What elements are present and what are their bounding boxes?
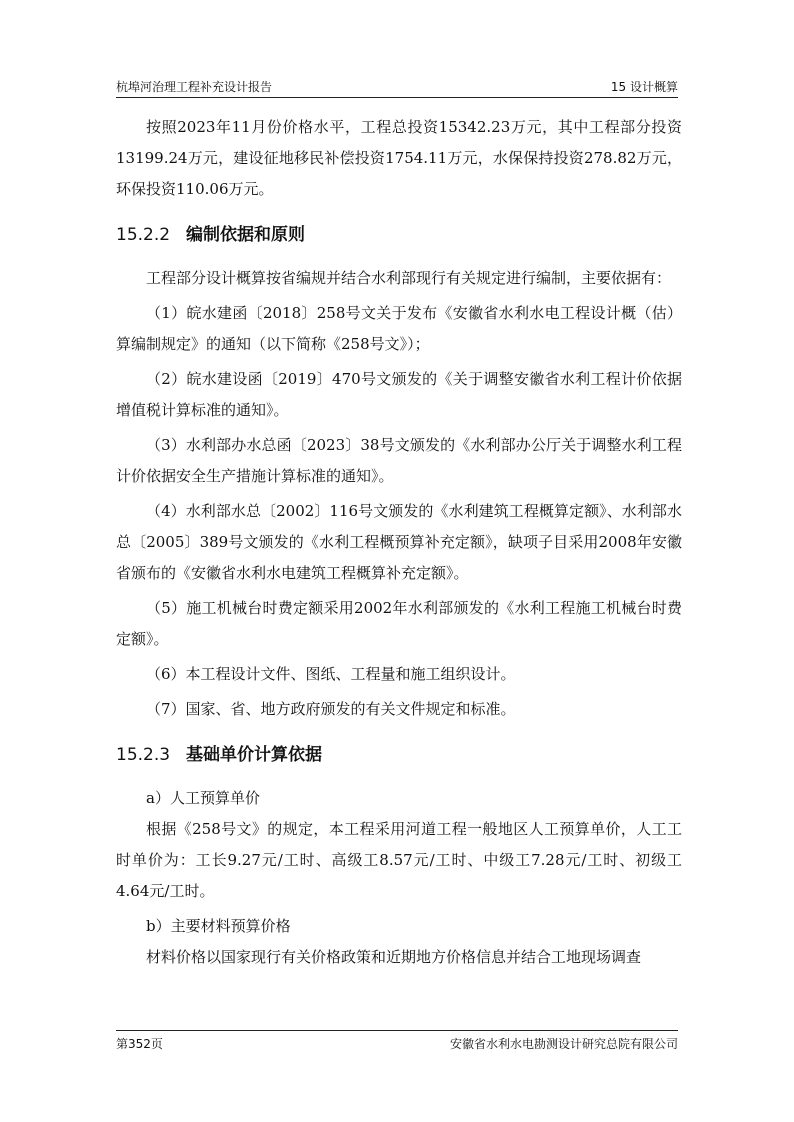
basis-item-2: （2）皖水建设函〔2019〕470号文颁发的《关于调整安徽省水利工程计价依据增值税计算标准的通知》。 xyxy=(116,370,682,419)
basis-item-7: （7）国家、省、地方政府颁发的有关文件规定和标准。 xyxy=(146,700,516,718)
page-content xyxy=(116,112,682,973)
basis-item-3: （3）水利部办水总函〔2023〕38号文颁发的《水利部办公厅关于调整水利工程计价依据安全生产措施计算标准的通知》。 xyxy=(116,436,682,485)
basis-item-1: （1）皖水建函〔2018〕258号文关于发布《安徽省水利水电工程设计概（估）算编制规定》的通知（以下简称《258号文》）； xyxy=(116,304,682,353)
labor-price-paragraph: 根据《258号文》的规定，本工程采用河道工程一般地区人工预算单价，人工工时单价为：工长9.27元/工时、高级工8.57元/工时、中级工7.28元/工时、初级工4.64元/工时。 xyxy=(116,820,683,900)
section-title: 基础单价计算依据 xyxy=(186,745,322,765)
header-rule xyxy=(116,97,678,98)
basis-item-5: （5）施工机械台时费定额采用2002年水利部颁发的《水利工程施工机械台时费定额》。 xyxy=(116,599,682,648)
intro-paragraph: 按照2023年11月份价格水平，工程总投资15342.23万元，其中工程部分投资13199.24万元，建设征地移民补偿投资1754.11万元，水保保持投资278.82万元，环保投资110.06万元。 xyxy=(116,118,682,198)
chapter-label: 15 设计概算 xyxy=(610,80,678,94)
page-header xyxy=(116,76,678,98)
basis-lead-paragraph: 工程部分设计概算按省编规并结合水利部现行有关规定进行编制，主要依据有： xyxy=(146,269,672,287)
subheading-material-price: b）主要材料预算价格 xyxy=(146,917,291,935)
section-heading-basis xyxy=(116,219,682,251)
subheading-labor-price: a）人工预算单价 xyxy=(146,789,260,807)
organization-name: 安徽省水利水电勘测设计研究总院有限公司 xyxy=(449,1037,678,1051)
report-title: 杭埠河治理工程补充设计报告 xyxy=(116,80,273,94)
material-price-paragraph: 材料价格以国家现行有关价格政策和近期地方价格信息并结合工地现场调查 xyxy=(146,948,642,966)
page-number: 第352页 xyxy=(116,1037,163,1051)
page-footer xyxy=(116,1030,678,1052)
section-number: 15.2.3 xyxy=(116,745,171,765)
section-number: 15.2.2 xyxy=(116,225,171,245)
section-heading-unit-price xyxy=(116,739,682,771)
basis-item-6: （6）本工程设计文件、图纸、工程量和施工组织设计。 xyxy=(146,665,516,683)
footer-rule xyxy=(116,1030,678,1031)
basis-item-4: （4）水利部水总〔2002〕116号文颁发的《水利建筑工程概算定额》、水利部水总〔2005〕389号文颁发的《水利工程概预算补充定额》，缺项子目采用2008年安徽省颁布的《安徽省水利水电建筑工程概算补充定额》。 xyxy=(116,502,682,582)
section-title: 编制依据和原则 xyxy=(186,225,305,245)
